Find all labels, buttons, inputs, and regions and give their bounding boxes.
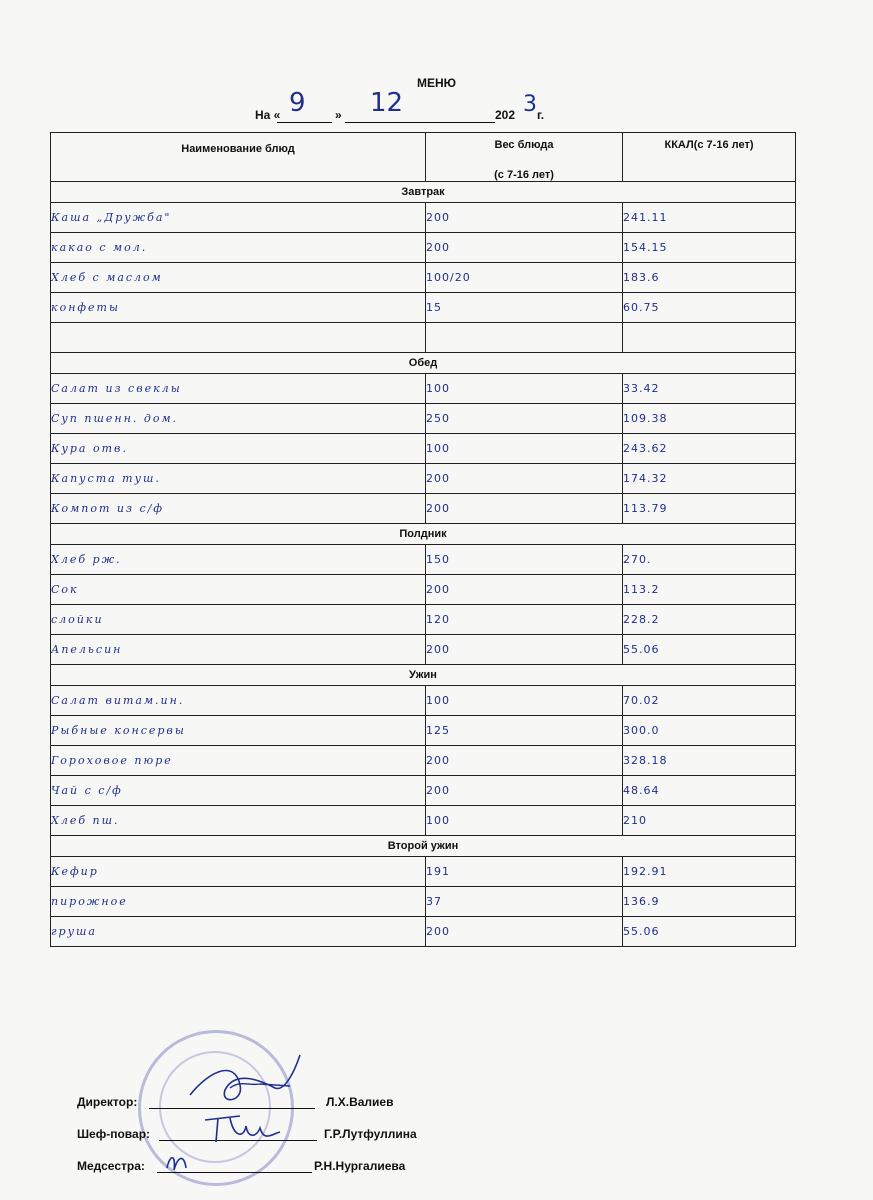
dish-weight: 125 [426, 716, 623, 746]
date-prefix: На « [255, 108, 281, 122]
dish-kcal: 70.02 [623, 686, 796, 716]
dish-weight: 191 [426, 857, 623, 887]
section-title: Ужин [51, 665, 796, 686]
dish-kcal: 174.32 [623, 464, 796, 494]
dish-kcal: 270. [623, 545, 796, 575]
dish-weight: 200 [426, 746, 623, 776]
document-title: МЕНЮ [416, 76, 457, 90]
dish-name: конфеты [51, 293, 426, 323]
section-row [51, 524, 796, 545]
dish-row [51, 887, 796, 917]
dish-weight: 200 [426, 575, 623, 605]
dish-weight: 150 [426, 545, 623, 575]
director-signature [180, 1040, 320, 1110]
dish-kcal: 154.15 [623, 233, 796, 263]
year-suffix: г. [537, 108, 545, 122]
dish-name: груша [51, 917, 426, 947]
dish-name: Апельсин [51, 635, 426, 665]
dish-row [51, 716, 796, 746]
year-prefix: 202 [495, 108, 516, 122]
dish-row [51, 575, 796, 605]
section-title: Второй ужин [51, 836, 796, 857]
signature-name: Р.Н.Нургалиева [314, 1159, 406, 1173]
dish-name: Хлеб с маслом [51, 263, 426, 293]
signature-name: Л.Х.Валиев [326, 1095, 394, 1109]
dish-name: Салат из свеклы [51, 374, 426, 404]
dish-weight: 120 [426, 605, 623, 635]
section-title: Обед [51, 353, 796, 374]
signature-director [77, 1095, 394, 1109]
dish-kcal: 48.64 [623, 776, 796, 806]
dish-kcal: 109.38 [623, 404, 796, 434]
dish-kcal: 55.06 [623, 635, 796, 665]
signature-role: Шеф-повар: [77, 1127, 151, 1141]
section-row [51, 353, 796, 374]
dish-name [51, 323, 426, 353]
menu-body [51, 182, 796, 947]
dish-kcal: 192.91 [623, 857, 796, 887]
dish-row [51, 293, 796, 323]
dish-kcal: 55.06 [623, 917, 796, 947]
dish-kcal: 136.9 [623, 887, 796, 917]
header-weight: Вес блюда (с 7-16 лет) [426, 133, 623, 182]
dish-weight: 15 [426, 293, 623, 323]
dish-weight: 100 [426, 806, 623, 836]
chef-signature [200, 1108, 290, 1148]
dish-kcal: 328.18 [623, 746, 796, 776]
dish-kcal: 228.2 [623, 605, 796, 635]
dish-row [51, 203, 796, 233]
dish-name: Капуста туш. [51, 464, 426, 494]
dish-row [51, 374, 796, 404]
dish-row [51, 233, 796, 263]
dish-kcal: 113.2 [623, 575, 796, 605]
dish-weight: 100/20 [426, 263, 623, 293]
dish-row [51, 917, 796, 947]
signature-nurse [77, 1159, 406, 1173]
dish-row [51, 545, 796, 575]
dish-name: Рыбные консервы [51, 716, 426, 746]
header-kcal: ККАЛ(с 7-16 лет) [623, 133, 796, 182]
dish-weight [426, 323, 623, 353]
dish-kcal [623, 323, 796, 353]
date-mid: » [335, 108, 342, 122]
date-month: 12 [370, 88, 404, 118]
dish-weight: 200 [426, 776, 623, 806]
section-row [51, 182, 796, 203]
dish-row [51, 494, 796, 524]
dish-name: Каша „Дружба" [51, 203, 426, 233]
date-line [255, 88, 675, 128]
dish-weight: 37 [426, 887, 623, 917]
section-row [51, 836, 796, 857]
dish-name: Компот из с/ф [51, 494, 426, 524]
dish-weight: 250 [426, 404, 623, 434]
dish-kcal: 183.6 [623, 263, 796, 293]
menu-table [50, 132, 796, 947]
nurse-signature [162, 1148, 192, 1176]
dish-weight: 200 [426, 233, 623, 263]
dish-row [51, 776, 796, 806]
dish-row [51, 746, 796, 776]
dish-name: Суп пшенн. дом. [51, 404, 426, 434]
dish-kcal: 300.0 [623, 716, 796, 746]
date-day: 9 [289, 88, 306, 118]
dish-weight: 100 [426, 374, 623, 404]
dish-name: Гороховое пюре [51, 746, 426, 776]
dish-kcal: 243.62 [623, 434, 796, 464]
signature-role: Медсестра: [77, 1159, 145, 1173]
header-dish-name: Наименование блюд [51, 133, 426, 182]
dish-name: Хлеб рж. [51, 545, 426, 575]
signature-chef [77, 1127, 417, 1141]
dish-name: Салат витам.ин. [51, 686, 426, 716]
section-title: Полдник [51, 524, 796, 545]
dish-kcal: 113.79 [623, 494, 796, 524]
dish-name: Кефир [51, 857, 426, 887]
signature-name: Г.Р.Лутфуллина [324, 1127, 417, 1141]
dish-row [51, 857, 796, 887]
signature-role: Директор: [77, 1095, 138, 1109]
dish-weight: 200 [426, 494, 623, 524]
dish-row [51, 323, 796, 353]
dish-name: Кура отв. [51, 434, 426, 464]
dish-name: слойки [51, 605, 426, 635]
dish-row [51, 686, 796, 716]
dish-name: пирожное [51, 887, 426, 917]
dish-row [51, 404, 796, 434]
dish-kcal: 210 [623, 806, 796, 836]
section-row [51, 665, 796, 686]
dish-weight: 100 [426, 434, 623, 464]
dish-row [51, 605, 796, 635]
dish-weight: 200 [426, 203, 623, 233]
dish-row [51, 263, 796, 293]
dish-weight: 100 [426, 686, 623, 716]
dish-row [51, 434, 796, 464]
header-weight-sub: (с 7-16 лет) [494, 169, 554, 181]
dish-kcal: 33.42 [623, 374, 796, 404]
dish-weight: 200 [426, 917, 623, 947]
dish-weight: 200 [426, 635, 623, 665]
dish-name: какао с мол. [51, 233, 426, 263]
dish-name: Чай с с/ф [51, 776, 426, 806]
month-underline [345, 108, 495, 123]
dish-name: Сок [51, 575, 426, 605]
dish-row [51, 464, 796, 494]
dish-kcal: 241.11 [623, 203, 796, 233]
section-title: Завтрак [51, 182, 796, 203]
dish-name: Хлеб пш. [51, 806, 426, 836]
dish-weight: 200 [426, 464, 623, 494]
year-digit: 3 [523, 92, 537, 117]
dish-row [51, 635, 796, 665]
dish-kcal: 60.75 [623, 293, 796, 323]
dish-row [51, 806, 796, 836]
